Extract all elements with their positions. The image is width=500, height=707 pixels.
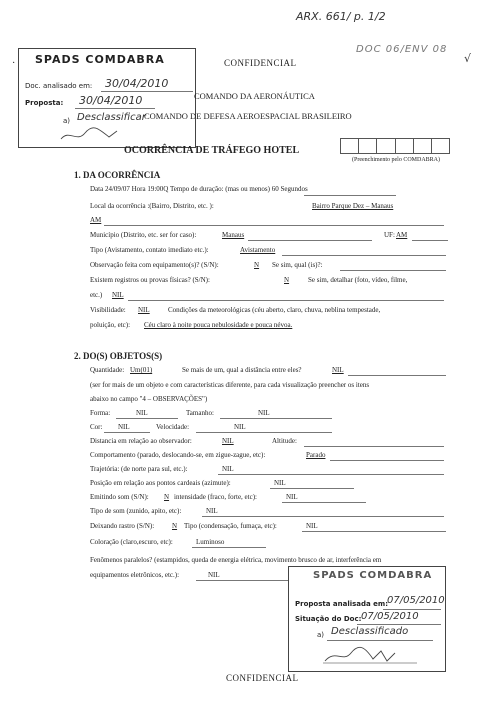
forma-value: NIL [136,409,148,417]
org-line-2: COMANDO DE DEFESA AEROESPACIAL BRASILEIRO [144,111,352,121]
cor-value: NIL [118,423,130,431]
stamp-title: SPADS COMDABRA [35,53,165,66]
note-line-1: (ser for mais de um objeto e com características diferente, para cada visualização preencher os itens [90,381,370,389]
local-label: Local da ocorrência :(Bairro, Distrito, etc. ): [90,202,214,210]
cond-cont: poluição, etc): [90,321,131,329]
stamp-bottom-a-value: Desclassificado [331,626,409,637]
som-value: N [164,493,170,501]
form-title: OCORRÊNCIA DE TRÁFEGO HOTEL [124,145,300,156]
som-label: Emitindo som (S/N): [90,493,149,501]
section-2-title: 2. DO(S) OBJETOS(S) [74,351,163,361]
forma-label: Forma: [90,409,111,417]
confidencial-footer: CONFIDENCIAL [226,673,299,683]
comport-value: Parado [306,451,326,459]
fenomenos-line-1: Fenômenos paralelos? (estampidos, queda de energia elétrica, movimento brusco de ar, interferência em [90,556,382,564]
confidencial-header: CONFIDENCIAL [224,58,297,68]
stamp-bottom-proposta-value: 07/05/2010 [387,595,445,606]
stamp-proposta-label: Proposta: [25,99,64,107]
stamp-bottom-proposta-label: Proposta analisada em: [295,600,389,608]
intensidade-value: NIL [286,493,298,501]
fenomenos-value: NIL [208,571,220,579]
quant-q-value: NIL [332,366,344,374]
stamp-bottom-title: SPADS COMDABRA [313,570,433,581]
tamanho-label: Tamanho: [186,409,214,417]
quant-value: Um(01) [130,366,153,374]
tipo-som-value: NIL [206,507,218,515]
coloracao-value: Luminoso [196,538,225,546]
altitude-label: Altitude: [272,437,297,445]
obs-equip-q: Se sim, qual (is)?: [272,261,323,269]
signature-top [59,125,119,145]
handwritten-check: √ [464,52,472,65]
registros-q: Se sim, detalhar (foto, vídeo, filme, [308,276,408,284]
uf-value: AM [396,231,408,239]
distancia-label: Distancia em relação ao observador: [90,437,192,445]
local-value: Bairro Parque Dez – Manaus [312,202,394,210]
analysis-stamp-bottom [288,566,446,672]
municipio-label: Município (Distrito, etc. ser for caso): [90,231,197,239]
distancia-value: NIL [222,437,234,445]
stamp-bottom-situacao-value: 07/05/2010 [361,611,419,622]
quant-label: Quantidade: [90,366,125,374]
registros-label: Existem registros ou provas físicas? (S/N): [90,276,210,284]
preench-note: (Preenchimento pelo COMDABRA) [352,157,440,163]
registros-value: N [284,276,290,284]
tipo-label: Tipo (Avistamento, contato imediato etc.): [90,246,209,254]
registros-cont-value: NIL [112,291,124,299]
stamp-proposta-value: 30/04/2010 [79,94,143,107]
tipo-value: Avistamento [240,246,276,254]
section-1-title: 1. DA OCORRÊNCIA [74,170,161,180]
stamp-bottom-situacao-label: Situação do Doc: [295,615,362,623]
cond-label: Condições da meteorológicas (céu aberto, claro, chuva, neblina tempestade, [168,306,381,314]
analysis-stamp-top [18,48,196,148]
posicao-label: Posição em relação aos pontos cardeais (azimute): [90,479,231,487]
municipio-value: Manaus [222,231,245,239]
stamp-a-label: a) [63,117,71,125]
registros-cont: etc.) [90,291,103,299]
comport-label: Comportamento (parado, deslocando-se, em zigue-zague, etc): [90,451,266,459]
rastro-tipo-label: Tipo (condensação, fumaça, etc): [184,522,277,530]
intensidade-label: intensidade (fraco, forte, etc): [174,493,257,501]
org-line-1: COMANDO DA AERONÁUTICA [194,91,315,101]
note-line-2: abaixo no campo "4 – OBSERVAÇÕES") [90,395,208,403]
posicao-value: NIL [274,479,286,487]
signature-bottom [321,643,421,667]
fenomenos-line-2: equipamentos eletrônicos, etc.): [90,571,180,579]
rastro-tipo-value: NIL [306,522,318,530]
trajetoria-label: Trajetória: (de norte para sul, etc.): [90,465,188,473]
stamp-analisado-label: Doc. analisado em: [25,82,93,90]
id-boxes [340,138,450,154]
visib-value: NIL [138,306,150,314]
uf-label: UF: [384,231,395,239]
handwritten-doc-ref: DOC 06/ENV 08 [356,44,448,55]
data-line: Data 24/09/07 Hora 19:00Q Tempo de duração: (mas ou menos) 60 Segundos [90,185,308,193]
stamp-a-value: Desclassificar [77,112,146,123]
cor-label: Cor: [90,423,103,431]
local-cont: AM [90,216,102,224]
cond-value: Céu claro à noite pouca nebulosidade e pouca névoa. [144,321,293,329]
obs-equip-value: N [254,261,260,269]
handwritten-archive-ref: ARX. 661/ p. 1/2 [296,10,386,23]
stamp-bottom-a-label: a) [317,631,325,639]
visib-label: Visibilidade: [90,306,126,314]
stamp-mark: · [12,58,16,69]
coloracao-label: Coloração (claro,escuro, etc): [90,538,173,546]
quant-q: Se mais de um, qual a distância entre eles? [182,366,302,374]
tipo-som-label: Tipo de som (zunido, apito, etc): [90,507,182,515]
rastro-value: N [172,522,178,530]
obs-equip-label: Observação feita com equipamento(s)? (S/N): [90,261,219,269]
velocidade-value: NIL [234,423,246,431]
rastro-label: Deixando rastro (S/N): [90,522,155,530]
stamp-analisado-value: 30/04/2010 [105,77,169,90]
tamanho-value: NIL [258,409,270,417]
velocidade-label: Velocidade: [156,423,190,431]
trajetoria-value: NIL [222,465,234,473]
